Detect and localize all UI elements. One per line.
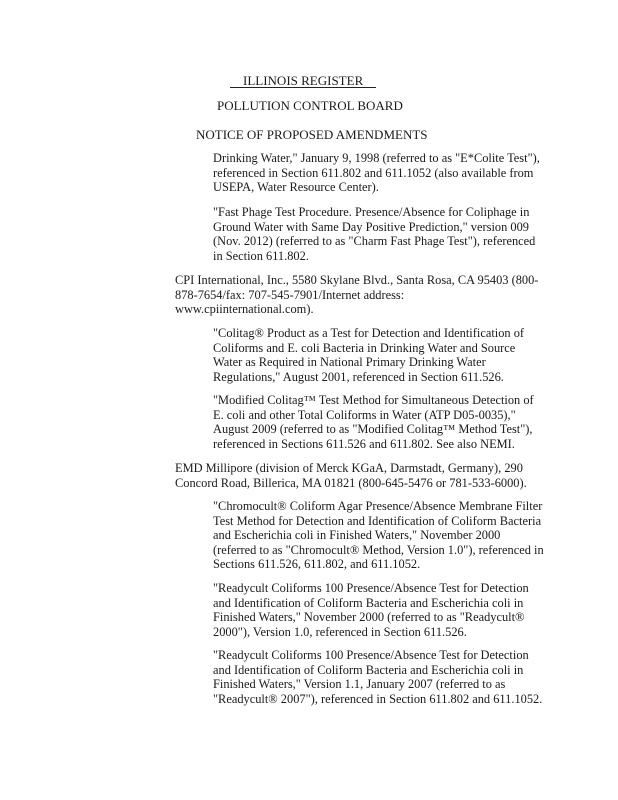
- text-line: Test Method for Detection and Identification of Coliform Bacteria: [213, 513, 542, 528]
- text-line: Water as Required in National Primary Drinking Water: [213, 355, 486, 370]
- text-line: Regulations," August 2001, referenced in Section 611.526.: [213, 369, 504, 384]
- text-line: referenced in Sections 611.526 and 611.802. See also NEMI.: [213, 436, 515, 451]
- text-line: in Section 611.802.: [213, 248, 309, 263]
- text-line: 2000"), Version 1.0, referenced in Section 611.526.: [213, 624, 467, 639]
- register-title: ILLINOIS REGISTER: [243, 73, 364, 88]
- reference-paragraph: [213, 326, 553, 384]
- reference-paragraph: [213, 393, 553, 451]
- text-line: USEPA, Water Resource Center).: [213, 180, 379, 195]
- text-line: www.cpiinternational.com).: [175, 302, 314, 317]
- text-line: "Readycult Coliforms 100 Presence/Absence Test for Detection: [213, 581, 529, 595]
- text-line: referenced in Section 611.802 and 611.1052 (also available from: [213, 165, 534, 180]
- reference-paragraph: [213, 648, 553, 706]
- text-line: Finished Waters," Version 1.1, January 2007 (referred to as: [213, 677, 506, 692]
- notice-title: NOTICE OF PROPOSED AMENDMENTS: [196, 127, 428, 142]
- text-line: Concord Road, Billerica, MA 01821 (800-645-5476 or 781-533-6000).: [175, 475, 527, 490]
- text-line: E. coli and other Total Coliforms in Water (ATP D05-0035),": [213, 407, 516, 422]
- text-line: CPI International, Inc., 5580 Skylane Blvd., Santa Rosa, CA 95403 (800-: [175, 273, 539, 287]
- reference-paragraph: [213, 151, 553, 195]
- text-line: (referred to as "Chromocult® Method, Version 1.0"), referenced in: [213, 542, 544, 557]
- text-line: Sections 611.526, 611.802, and 611.1052.: [213, 557, 421, 572]
- text-line: "Readycult® 2007"), referenced in Section 611.802 and 611.1052.: [213, 691, 543, 706]
- text-line: and Escherichia coli in Finished Waters," November 2000: [213, 528, 501, 543]
- reference-paragraph: [213, 205, 553, 263]
- organization-entry: [175, 273, 555, 317]
- text-line: Ground Water with Same Day Positive Prediction," version 009: [213, 219, 529, 234]
- text-line: Coliforms and E. coli Bacteria in Drinking Water and Source: [213, 340, 516, 355]
- text-line: "Readycult Coliforms 100 Presence/Absence Test for Detection: [213, 648, 529, 662]
- text-line: "Fast Phage Test Procedure. Presence/Absence for Coliphage in: [213, 205, 530, 219]
- reference-paragraph: [213, 499, 553, 572]
- text-line: "Chromocult® Coliform Agar Presence/Absence Membrane Filter: [213, 499, 543, 513]
- text-line: August 2009 (referred to as "Modified Colitag™ Method Test"),: [213, 422, 533, 437]
- register-header: [0, 73, 618, 88]
- text-line: "Colitag® Product as a Test for Detection and Identification of: [213, 326, 525, 340]
- text-line: "Modified Colitag™ Test Method for Simultaneous Detection of: [213, 393, 534, 407]
- text-line: 878-7654/fax: 707-545-7901/Internet address:: [175, 287, 405, 302]
- text-line: Drinking Water," January 9, 1998 (referred to as "E*Colite Test"),: [213, 151, 540, 165]
- header-rule: [230, 87, 376, 88]
- organization-entry: [175, 461, 555, 490]
- notice-header: [0, 127, 618, 142]
- text-line: and Identification of Coliform Bacteria and Escherichia coli in: [213, 662, 524, 677]
- text-line: EMD Millipore (division of Merck KGaA, Darmstadt, Germany), 290: [175, 461, 523, 475]
- board-title: POLLUTION CONTROL BOARD: [217, 98, 403, 113]
- text-line: Finished Waters," November 2000 (referred to as "Readycult®: [213, 610, 525, 625]
- reference-paragraph: [213, 581, 553, 639]
- text-line: and Identification of Coliform Bacteria and Escherichia coli in: [213, 595, 524, 610]
- text-line: (Nov. 2012) (referred to as "Charm Fast Phage Test"), referenced: [213, 234, 536, 249]
- board-header: [0, 98, 618, 113]
